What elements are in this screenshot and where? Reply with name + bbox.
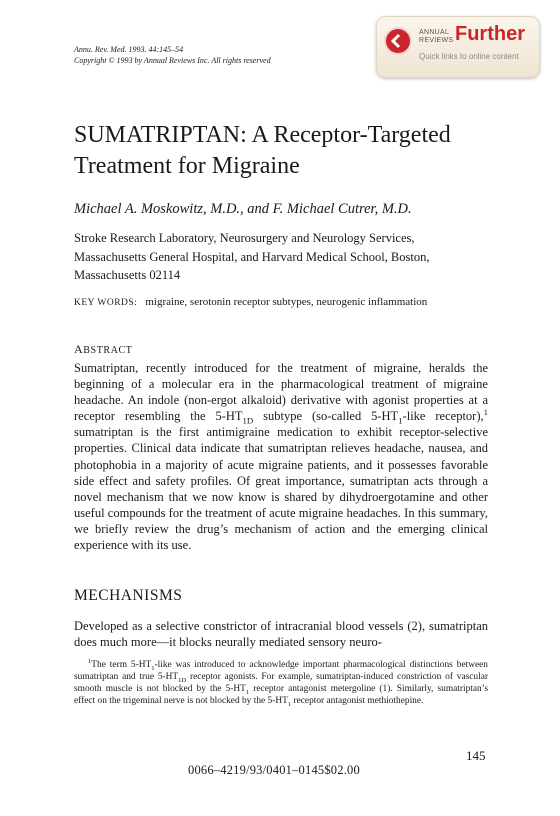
footnote-ref[interactable]: 1 bbox=[483, 407, 488, 418]
brand-line-1: ANNUAL bbox=[419, 29, 450, 36]
page-number: 145 bbox=[466, 748, 486, 763]
keywords-text: migraine, serotonin receptor subtypes, neurogenic inflammation bbox=[145, 296, 428, 308]
abstract-part: Sumatriptan, recently introduced for the treatment of migraine, heralds the beginning of a molecular era in the pharmacological treatment of migraine headache. An indole (non-ergot alkaloid) derivative with agonist properties at a receptor resembling the 5-HT bbox=[74, 361, 488, 424]
journal-citation bbox=[74, 44, 271, 66]
footnote bbox=[74, 659, 488, 707]
abstract-text bbox=[74, 360, 488, 553]
subscript: 1D bbox=[242, 415, 254, 426]
abstract-heading-initial: A bbox=[74, 342, 84, 356]
affiliation bbox=[74, 229, 494, 285]
abstract-part: subtype (so-called 5-HT bbox=[253, 409, 399, 424]
brand-line-2: REVIEWS bbox=[419, 37, 454, 44]
banner-subtitle: Quick links to online content bbox=[419, 52, 519, 61]
citation-line: Annu. Rev. Med. 1993. 44:145–54 bbox=[74, 45, 184, 54]
keywords bbox=[74, 296, 427, 308]
footnote-marker: 1 bbox=[88, 657, 92, 665]
subscript: 1 bbox=[245, 689, 250, 697]
article-code: 0066–4219/93/0401–0145$02.00 bbox=[188, 763, 360, 777]
affiliation-line: Massachusetts General Hospital, and Harvard Medical School, Boston, bbox=[74, 249, 430, 264]
footnote-part: -like was introduced to acknowledge important pharmacological distinctions between sumatriptan and true 5-HT bbox=[74, 660, 488, 683]
abstract-heading bbox=[74, 342, 133, 357]
abstract-part: sumatriptan is the first antimigraine medication to exhibit receptor-selective properties. Clinical data indicate that sumatriptan relieves headache, nausea, and photophobia in a majority of acute migraine patients, and it possesses favorable side effect and safety profiles. Of great importance, sumatriptan acts through a novel mechanism that we now know is shared by dihydroergotamine and other useful compounds for the treatment of acute migraine headaches. In this summary, we briefly review the drug’s mechanism of action and the emerging clinical experience with its use. bbox=[74, 425, 488, 553]
title-line-1: SUMATRIPTAN: A Receptor-Targeted bbox=[74, 122, 451, 148]
subscript: 1 bbox=[398, 415, 403, 426]
footnote-part: receptor agonists. For example, sumatriptan-induced constriction of vascular smooth muscle is not blocked by the 5-HT bbox=[74, 672, 488, 695]
authors: Michael A. Moskowitz, M.D., and F. Michael Cutrer, M.D. bbox=[74, 201, 412, 217]
keywords-label: KEY WORDS: bbox=[74, 298, 138, 308]
body-paragraph: Developed as a selective constrictor of intracranial blood vessels (2), sumatriptan does much more—it blocks neurally mediated sensory neuro- bbox=[74, 619, 488, 650]
abstract-heading-rest: BSTRACT bbox=[83, 345, 133, 356]
subscript: 1D bbox=[178, 676, 187, 684]
article-title bbox=[74, 120, 514, 182]
footnote-part: receptor antagonist metergoline (1). Similarly, sumatriptan’s effect on the trigeminal nerve is not blocked by the 5-HT bbox=[74, 684, 488, 707]
affiliation-line: Massachusetts 02114 bbox=[74, 268, 181, 282]
abstract-part: -like receptor), bbox=[402, 409, 484, 424]
annual-reviews-logo-icon bbox=[386, 29, 410, 53]
subscript: 1 bbox=[151, 664, 155, 672]
title-line-2: Treatment for Migraine bbox=[74, 153, 300, 179]
footnote-part: The term 5-HT bbox=[91, 660, 152, 670]
further-banner[interactable] bbox=[376, 16, 540, 78]
affiliation-line: Stroke Research Laboratory, Neurosurgery and Neurology Services, bbox=[74, 231, 415, 245]
banner-brand bbox=[419, 29, 453, 45]
footnote-part: receptor antagonist methiothepine. bbox=[291, 696, 424, 707]
section-heading: MECHANISMS bbox=[74, 587, 183, 604]
banner-title: Further bbox=[455, 23, 525, 45]
subscript: 1 bbox=[287, 701, 292, 709]
copyright-line: Copyright © 1993 by Annual Reviews Inc. All rights reserved bbox=[74, 56, 271, 65]
